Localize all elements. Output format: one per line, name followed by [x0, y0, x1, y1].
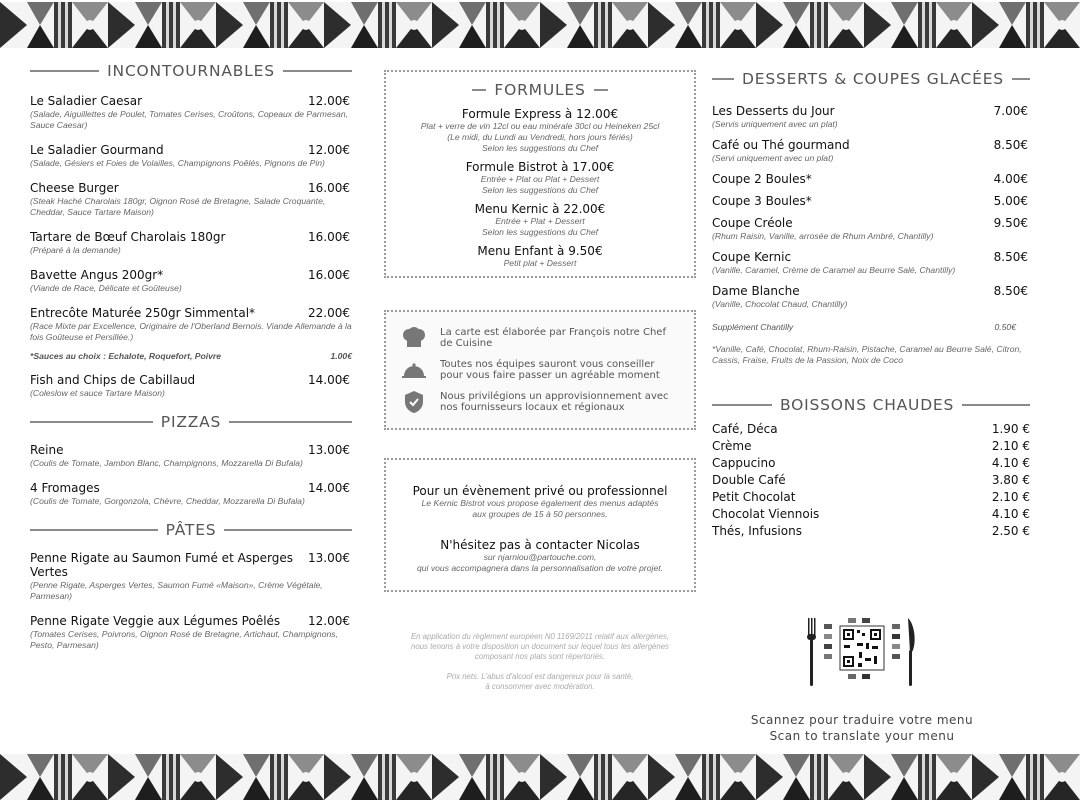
- item-name: Coupe 3 Boules*: [712, 194, 812, 208]
- item-description: (Coulis de Tomate, Gorgonzola, Chèvre, Cheddar, Mozzarella Di Bufala): [30, 496, 305, 506]
- divider: [594, 89, 608, 91]
- right-column: [712, 70, 1030, 743]
- divider: [229, 421, 352, 423]
- item-description: (Steak Haché Charolais 180gr, Oignon Rosé de Bretagne, Salade Croquante, Cheddar, Sauce Tartare Maison): [30, 196, 326, 217]
- item-description: (Salade, Gésiers et Foies de Volailles, Champignons Poêlés, Pignons de Pin): [30, 158, 325, 168]
- menu-item: [712, 172, 1030, 186]
- list-item: Cappucino 4.10 €: [712, 456, 1030, 470]
- list-item: Thés, Infusions 2.50 €: [712, 524, 1030, 538]
- item-name: Reine: [30, 443, 64, 457]
- item-name: Fish and Chips de Cabillaud: [30, 373, 196, 387]
- item-name: Le Saladier Caesar: [30, 94, 143, 108]
- divider: [30, 529, 158, 531]
- item-description: (Coulis de Tomate, Jambon Blanc, Champignons, Mozzarella Di Bufala): [30, 458, 303, 468]
- supplement-note: Supplément Chantilly 0.50€: [712, 322, 1016, 332]
- item-price: 16.00€: [308, 230, 350, 244]
- info-box: [384, 310, 696, 430]
- menu-item: [712, 104, 1030, 130]
- item-description: (Servi uniquement avec un plat): [712, 153, 834, 163]
- formule: Formule Express à 12.00€ Plat + verre de vin 12cl ou eau minérale 30cl ou Heineken 25cl (Le midi, du Lundi au Vendredi, hors jours fériés) Selon les suggestions du Chef: [420, 107, 660, 153]
- menu-item: [30, 373, 352, 399]
- item-price: 13.00€: [308, 551, 350, 565]
- menu-item: [30, 481, 352, 507]
- formule: Menu Enfant à 9.50€ Petit plat + Dessert: [477, 244, 603, 268]
- flavours-note: *Vanille, Café, Chocolat, Rhum-Raisin, Pistache, Caramel au Beurre Salé, Citron, Cassis, Fraise, Fruits de la Passion, Noix de Coco: [712, 344, 1022, 365]
- menu-item: [30, 268, 352, 294]
- fork-icon: [807, 618, 816, 686]
- item-description: (Vanille, Chocolat Chaud, Chantilly): [712, 299, 848, 309]
- item-price: 8.50€: [993, 250, 1028, 264]
- item-name: Coupe Kernic: [712, 250, 792, 264]
- menu-item: [30, 181, 352, 218]
- divider: [30, 421, 153, 423]
- item-description: (Préparé à la demande): [30, 245, 121, 255]
- menu-item: [30, 443, 352, 469]
- item-name: Coupe Créole: [712, 216, 793, 230]
- menu-item: [30, 94, 352, 131]
- section-heading-formules: FORMULES: [464, 81, 615, 99]
- divider: [283, 70, 352, 72]
- item-price: 13.00€: [308, 443, 350, 457]
- qr-code-icon: [840, 626, 884, 670]
- item-description: (Vanille, Caramel, Crème de Caramel au Beurre Salé, Chantilly): [712, 265, 956, 275]
- divider: [1012, 78, 1030, 80]
- item-name: Entrecôte Maturée 250gr Simmental*: [30, 306, 256, 320]
- menu-item: [712, 194, 1030, 208]
- section-heading-incontournables: INCONTOURNABLES: [30, 62, 352, 80]
- item-name: Penne Rigate Veggie aux Légumes Poêlés: [30, 614, 281, 628]
- item-name: Cheese Burger: [30, 181, 119, 195]
- menu-item: [712, 216, 1030, 242]
- hot-drinks-list: [712, 422, 1030, 538]
- menu-item: [712, 138, 1030, 164]
- item-name: Le Saladier Gourmand: [30, 143, 164, 157]
- item-price: 22.00€: [308, 306, 350, 320]
- menu-item: [30, 614, 352, 651]
- item-description: (Servis uniquement avec un plat): [712, 119, 838, 129]
- divider: [712, 78, 734, 80]
- qr-code-block: [802, 616, 922, 688]
- list-item: Crème 2.10 €: [712, 439, 1030, 453]
- decorative-band-top: [0, 2, 1080, 48]
- list-item: Chocolat Viennois 4.10 €: [712, 507, 1030, 521]
- item-name: Les Desserts du Jour: [712, 104, 835, 118]
- item-price: 8.50€: [993, 138, 1028, 152]
- item-price: 5.00€: [993, 194, 1028, 208]
- item-price: 12.00€: [308, 143, 350, 157]
- formules-box: [384, 70, 696, 278]
- list-item: Double Café 3.80 €: [712, 473, 1030, 487]
- item-description: (Penne Rigate, Asperges Vertes, Saumon Fumé «Maison», Crème Végétale, Parmesan): [30, 580, 323, 601]
- info-row: Toutes nos équipes sauront vous conseiller pour vous faire passer un agréable moment: [400, 358, 680, 382]
- item-description: (Viande de Race, Délicate et Goûteuse): [30, 283, 182, 293]
- menu-item: [30, 143, 352, 169]
- item-price: 16.00€: [308, 268, 350, 282]
- menu-item: [30, 306, 352, 343]
- knife-icon: [908, 618, 915, 686]
- item-description: (Race Mixte par Excellence, Originaire de l'Oberland Bernois. Viande Allemande à la fois Goûteuse et Persillée.): [30, 321, 352, 342]
- section-heading-boissons: BOISSONS CHAUDES: [712, 396, 1030, 414]
- sauces-note: *Sauces au choix : Echalote, Roquefort, Poivre 1.00€: [30, 351, 352, 361]
- info-row: Nous privilégions un approvisionnement avec nos fournisseurs locaux et régionaux: [400, 390, 680, 414]
- item-name: Dame Blanche: [712, 284, 800, 298]
- list-item: Petit Chocolat 2.10 €: [712, 490, 1030, 504]
- section-heading-desserts: DESSERTS & COUPES GLACÉES: [712, 70, 1030, 88]
- item-name: Bavette Angus 200gr*: [30, 268, 164, 282]
- divider: [962, 404, 1030, 406]
- menu-item: [712, 284, 1030, 310]
- divider: [224, 529, 352, 531]
- event-box: Pour un évènement privé ou professionnel Le Kernic Bistrot vous propose également des menus adaptés aux groupes de 15 à 50 personnes. N'hésitez pas à contacter Nicolas sur njarniou@partouche.com, qui vous accompagnera dans la personnalisation de votre projet.: [384, 458, 696, 592]
- item-price: 8.50€: [993, 284, 1028, 298]
- divider: [30, 70, 99, 72]
- cloche-icon: [400, 358, 428, 382]
- item-name: 4 Fromages: [30, 481, 100, 495]
- item-price: 14.00€: [308, 373, 350, 387]
- allergen-notice: En application du règlement européen N0 1169/2011 relatif aux allergènes, nous tenons à votre disposition un document sur lequel tous les allergènes composant nos plats sont répertoriés.: [410, 632, 670, 661]
- item-price: 12.00€: [308, 94, 350, 108]
- formule: Menu Kernic à 22.00€ Entrée + Plat + Dessert Selon les suggestions du Chef: [474, 202, 606, 237]
- list-item: Café, Déca 1.90 €: [712, 422, 1030, 436]
- divider: [712, 404, 772, 406]
- divider: [472, 89, 486, 91]
- item-price: 16.00€: [308, 181, 350, 195]
- item-price: 7.00€: [993, 104, 1028, 118]
- item-description: (Rhum Raisin, Vanille, arrosée de Rhum Ambré, Chantilly): [712, 231, 934, 241]
- chef-hat-icon: [400, 326, 428, 350]
- decorative-band-bottom: [0, 754, 1080, 800]
- price-notice: Prix nets. L'abus d'alcool est dangereux pour la santé, à consommer avec modération.: [446, 672, 634, 691]
- item-name: Tartare de Bœuf Charolais 180gr: [30, 230, 226, 244]
- menu-item: [30, 230, 352, 256]
- item-price: 9.50€: [993, 216, 1028, 230]
- middle-column: [384, 70, 696, 692]
- menu-item: [30, 551, 352, 602]
- section-heading-pizzas: PIZZAS: [30, 413, 352, 431]
- info-row: La carte est élaborée par François notre Chef de Cuisine: [400, 326, 680, 350]
- item-name: Penne Rigate au Saumon Fumé et Asperges Vertes: [30, 551, 294, 579]
- left-column: [30, 62, 352, 651]
- item-price: 14.00€: [308, 481, 350, 495]
- shield-icon: [400, 390, 428, 414]
- item-description: (Coleslow et sauce Tartare Maison): [30, 388, 165, 398]
- menu-item: [712, 250, 1030, 276]
- item-price: 4.00€: [993, 172, 1028, 186]
- scan-caption: Scannez pour traduire votre menu Scan to translate your menu: [750, 713, 974, 743]
- section-heading-pates: PÂTES: [30, 521, 352, 539]
- item-name: Café ou Thé gourmand: [712, 138, 850, 152]
- formule: Formule Bistrot à 17.00€ Entrée + Plat ou Plat + Dessert Selon les suggestions du Chef: [465, 160, 615, 195]
- item-name: Coupe 2 Boules*: [712, 172, 812, 186]
- item-description: (Salade, Aiguillettes de Poulet, Tomates Cerises, Croûtons, Copeaux de Parmesan, Sauce Caesar): [30, 109, 348, 130]
- item-description: (Tomates Cerises, Poivrons, Oignon Rosé de Bretagne, Artichaut, Champignons, Pesto, Parmesan): [30, 629, 338, 650]
- item-price: 12.00€: [308, 614, 350, 628]
